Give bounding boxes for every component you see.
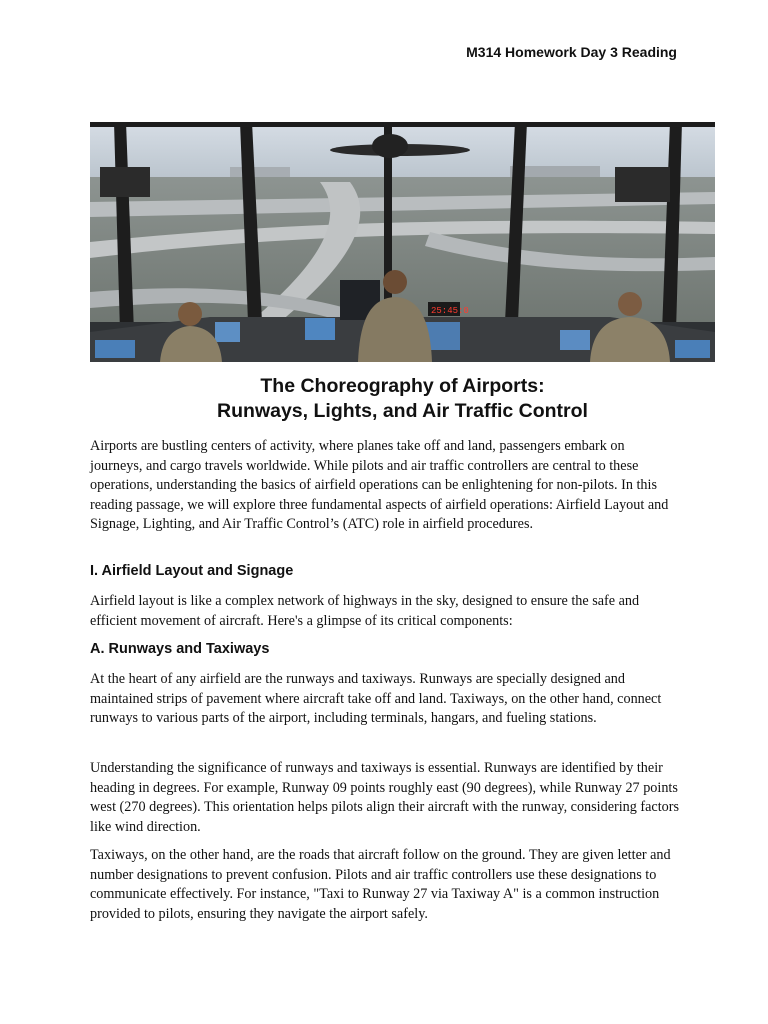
section-intro-paragraph: Airfield layout is like a complex network of highways in the sky, designed to ensure the safe and efficient movement of aircraft. Here's a glimpse of its critical components: [90, 593, 640, 629]
title-line-2: Runways, Lights, and Air Traffic Control [217, 400, 588, 422]
title-line-1: The Choreography of Airports: [260, 375, 545, 397]
control-tower-photo [90, 122, 715, 362]
led-readout: 25:45:0 [431, 306, 469, 316]
document-header: M314 Homework Day 3 Reading [466, 44, 677, 60]
subsection-heading: A. Runways and Taxiways [90, 641, 270, 657]
paragraph-headings: Understanding the significance of runways and taxiways is essential. Runways are identified by their heading in degrees. For example, Runway 09 points roughly east (90 degrees), while Runway 27 points west (270 degrees). This orientation helps pilots align their aircraft with the runway, considering factors like wind direction. [90, 760, 680, 835]
paragraph-runways: At the heart of any airfield are the runways and taxiways. Runways are specially designed and maintained strips of pavement where aircraft take off and land. Taxiways, on the other hand, connect runways to various parts of the airport, including terminals, hangars, and fueling stations. [90, 671, 662, 726]
page-title [90, 374, 715, 424]
intro-paragraph: Airports are bustling centers of activity, where planes take off and land, passengers embark on journeys, and cargo travels worldwide. While pilots and air traffic controllers are central to these operations, understanding the basics of airfield operations can be enlightening for non-pilots. In this reading passage, we will explore three fundamental aspects of airfield operations: Airfield Layout and Signage, Lighting, and Air Traffic Control’s (ATC) role in airfield procedures. [90, 438, 669, 532]
paragraph-taxiways: Taxiways, on the other hand, are the roads that aircraft follow on the ground. They are given letter and number designations to prevent confusion. Pilots and air traffic controllers use these designations to communicate effectively. For instance, "Taxi to Runway 27 via Taxiway A" is a common instruction provided to pilots, ensuring they navigate the airport safely. [90, 847, 671, 922]
section-heading: I. Airfield Layout and Signage [90, 563, 294, 579]
